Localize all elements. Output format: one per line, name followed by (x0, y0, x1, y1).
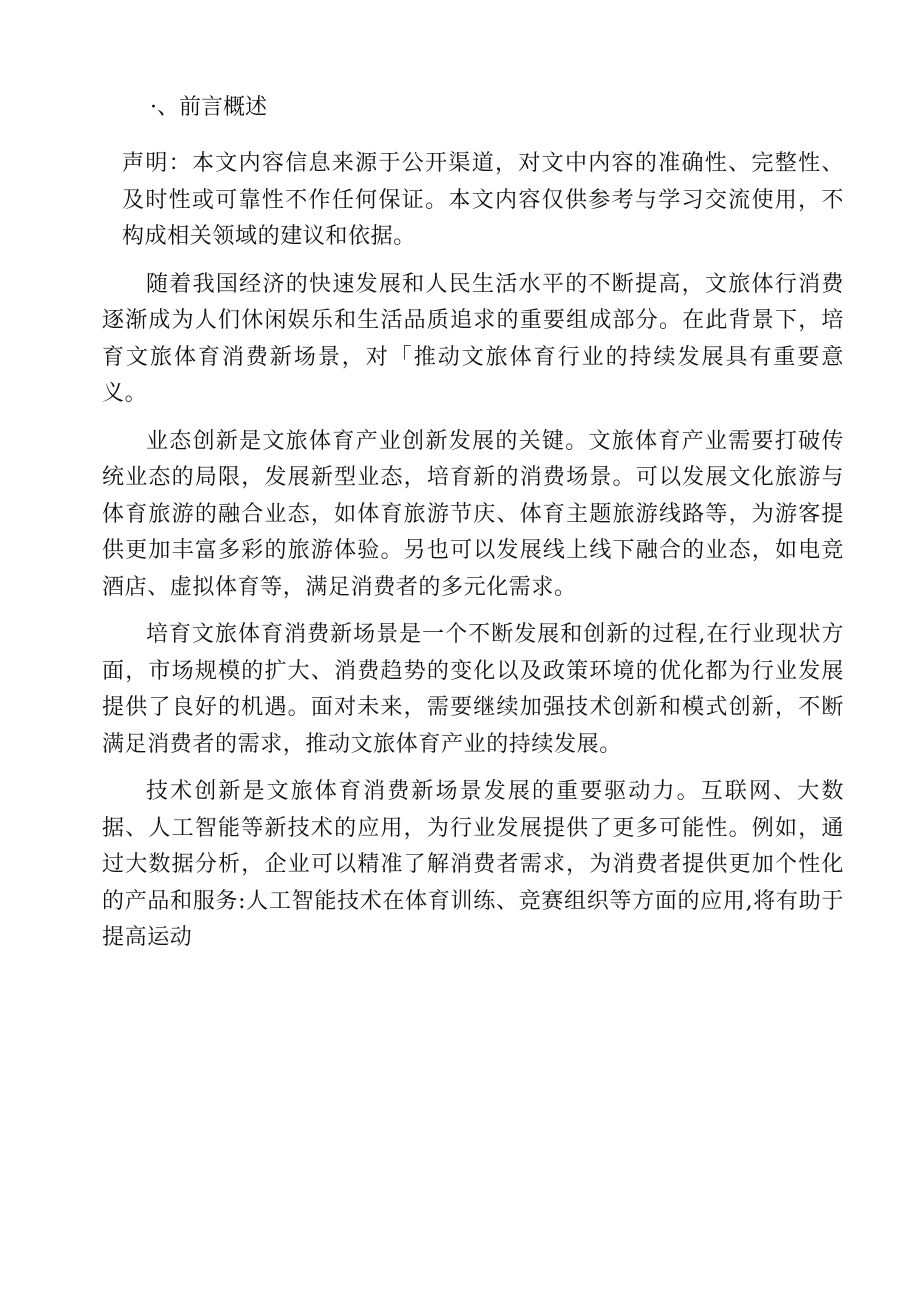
disclaimer-paragraph: 声明：本文内容信息来源于公开渠道，对文中内容的准确性、完整性、及时性或可靠性不作任何保证。本文内容仅供参考与学习交流使用，不构成相关领域的建议和依据。 (122, 151, 844, 249)
body-paragraph: 技术创新是文旅体育消费新场景发展的重要驱动力。互联网、大数据、人工智能等新技术的应用，为行业发展提供了更多可能性。例如，通过大数据分析，企业可以精准了解消费者需求，为消费者提供更加个性化的产品和服务:人工智能技术在体育训练、竞赛组织等方面的应用,将有助于提高运动 (102, 779, 844, 950)
body-paragraph: 随着我国经济的快速发展和人民生活水平的不断提高，文旅体行消费逐渐成为人们休闲娱乐和生活品质追求的重要组成部分。在此背景下，培育文旅体育消费新场景，对「推动文旅体育行业的持续发展具有重要意义。 (102, 271, 844, 406)
document-body (102, 146, 844, 968)
section-heading: ·、前言概述 (150, 95, 267, 120)
body-paragraph: 业态创新是文旅体育产业创新发展的关键。文旅体育产业需要打破传统业态的局限，发展新型业态，培育新的消费场景。可以发展文化旅游与体育旅游的融合业态，如体育旅游节庆、体育主题旅游线路等，为游客提供更加丰富多彩的旅游体验。另也可以发展线上线下融合的业态，如电竞酒店、虚拟体育等，满足消费者的多元化需求。 (102, 428, 844, 600)
body-paragraph: 培育文旅体育消费新场景是一个不断发展和创新的过程,在行业现状方面，市场规模的扩大、消费趋势的变化以及政策环境的优化都为行业发展提供了良好的机遇。面对未来，需要继续加强技术创新和模式创新，不断满足消费者的需求，推动文旅体育产业的持续发展。 (102, 622, 844, 757)
